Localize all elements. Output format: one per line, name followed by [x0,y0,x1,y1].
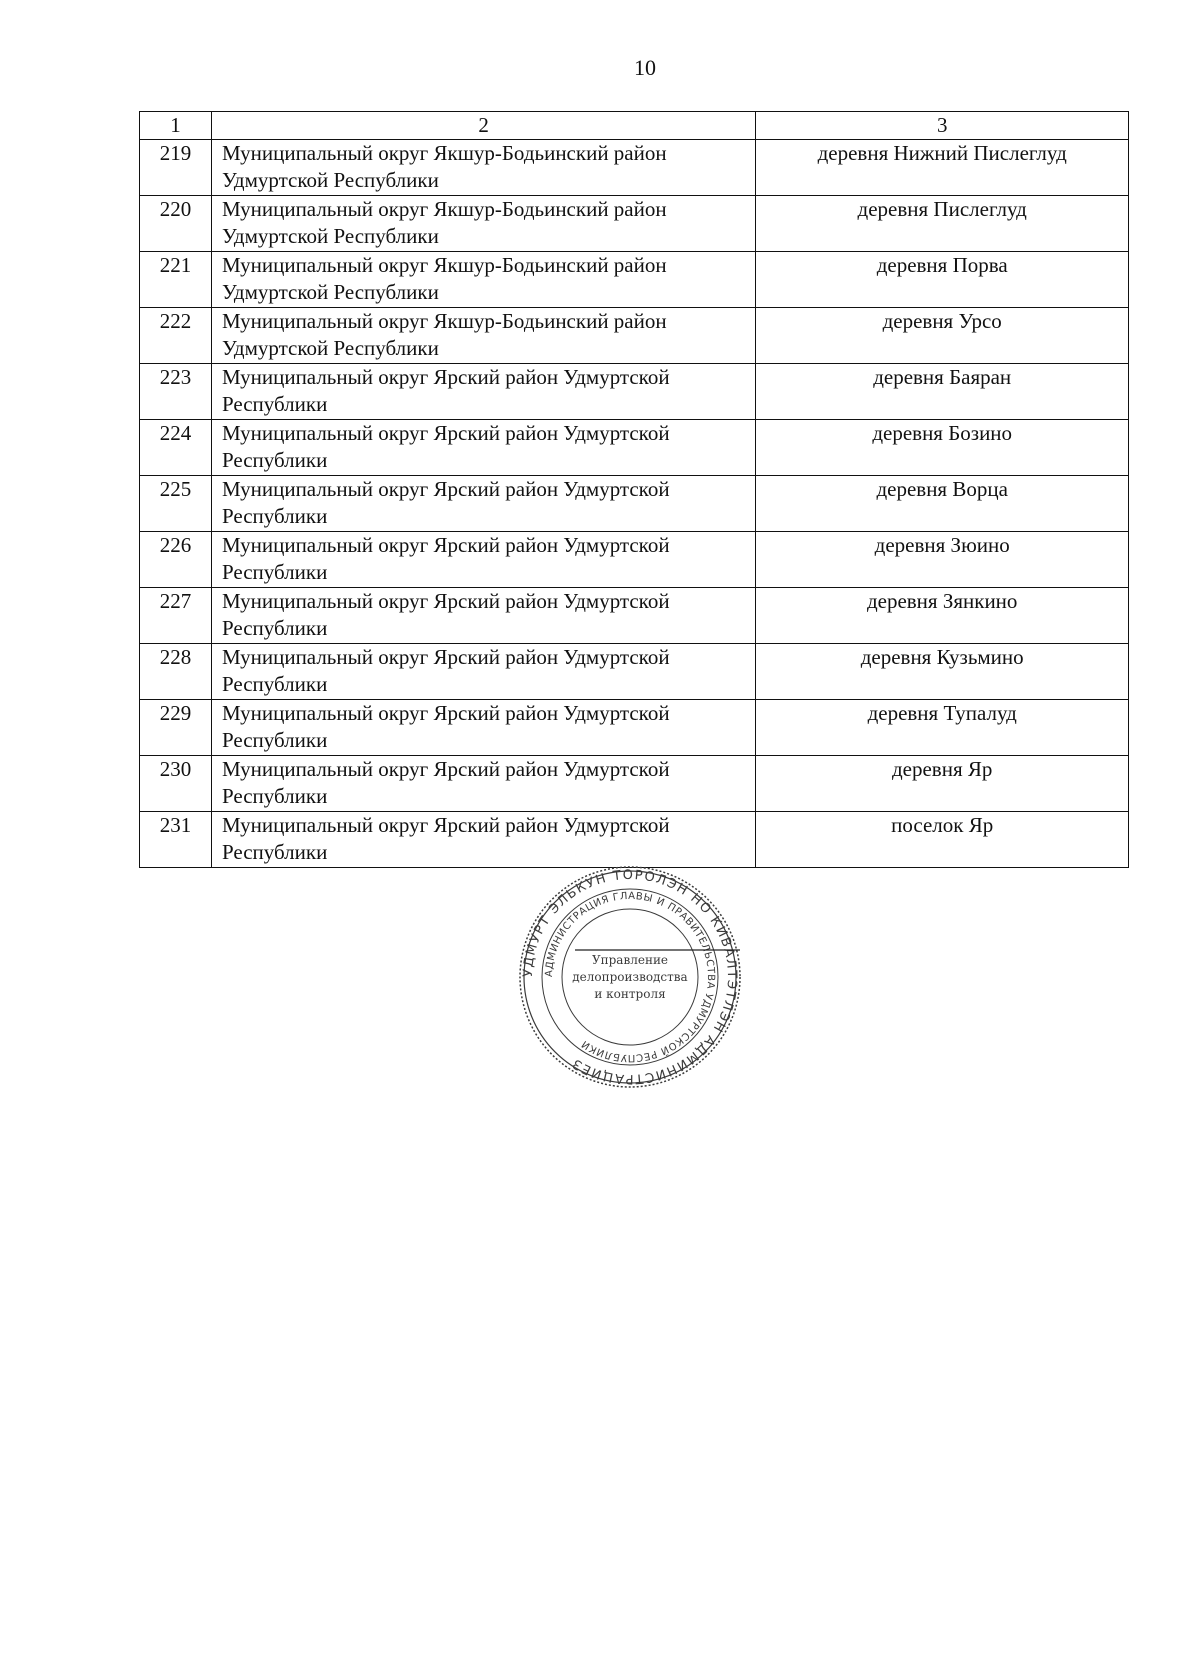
table-row [140,308,1129,364]
row-number: 225 [140,476,212,532]
district-cell: Муниципальный округ Ярский район Удмуртской Республики [211,364,755,420]
row-number: 226 [140,532,212,588]
table-row [140,364,1129,420]
locality-cell: деревня Тупалуд [756,700,1129,756]
locality-cell: деревня Нижний Пислеглуд [756,140,1129,196]
row-number: 228 [140,644,212,700]
district-cell: Муниципальный округ Ярский район Удмуртской Республики [211,476,755,532]
official-seal [515,865,745,1090]
district-cell: Муниципальный округ Ярский район Удмуртской Республики [211,644,755,700]
district-cell: Муниципальный округ Ярский район Удмуртской Республики [211,420,755,476]
table-row [140,252,1129,308]
locality-cell: деревня Яр [756,756,1129,812]
row-number: 227 [140,588,212,644]
table-row [140,644,1129,700]
table-row [140,140,1129,196]
locality-cell: деревня Порва [756,252,1129,308]
locality-cell: деревня Урсо [756,308,1129,364]
row-number: 230 [140,756,212,812]
header-col-1: 1 [140,112,212,140]
district-cell: Муниципальный округ Ярский район Удмуртской Республики [211,756,755,812]
table-header-row [140,112,1129,140]
seal-outer-text: УДМУРТ ЭЛЬКУН ТОРОЛЭН НО КИВАЛТЭТЛЭН АДМИНИСТРАЦИЕЗ [520,867,740,1087]
district-cell: Муниципальный округ Якшур-Бодьинский район Удмуртской Республики [211,196,755,252]
table-row [140,476,1129,532]
row-number: 223 [140,364,212,420]
seal-center-line-1: Управление [591,953,669,967]
header-col-2: 2 [211,112,755,140]
page-number: 10 [634,55,656,80]
row-number: 222 [140,308,212,364]
locality-cell: деревня Зюино [756,532,1129,588]
district-cell: Муниципальный округ Якшур-Бодьинский район Удмуртской Республики [211,252,755,308]
localities-table [139,111,1129,868]
district-cell: Муниципальный округ Якшур-Бодьинский район Удмуртской Республики [211,308,755,364]
seal-center-line-3: и контроля [594,987,666,1001]
locality-cell: деревня Пислеглуд [756,196,1129,252]
table-row [140,420,1129,476]
row-number: 221 [140,252,212,308]
row-number: 224 [140,420,212,476]
locality-cell: деревня Баяран [756,364,1129,420]
table-row [140,196,1129,252]
locality-cell: деревня Зянкино [756,588,1129,644]
locality-cell: деревня Бозино [756,420,1129,476]
table-row [140,756,1129,812]
locality-cell: деревня Ворца [756,476,1129,532]
locality-cell: деревня Кузьмино [756,644,1129,700]
seal-center-line-2: делопроизводства [572,970,688,984]
row-number: 229 [140,700,212,756]
district-cell: Муниципальный округ Ярский район Удмуртской Республики [211,812,755,868]
table-row [140,588,1129,644]
district-cell: Муниципальный округ Якшур-Бодьинский район Удмуртской Республики [211,140,755,196]
locality-cell: поселок Яр [756,812,1129,868]
row-number: 220 [140,196,212,252]
district-cell: Муниципальный округ Ярский район Удмуртской Республики [211,588,755,644]
row-number: 231 [140,812,212,868]
seal-inner-text: АДМИНИСТРАЦИЯ ГЛАВЫ И ПРАВИТЕЛЬСТВА УДМУРТСКОЙ РЕСПУБЛИКИ [543,890,717,1064]
district-cell: Муниципальный округ Ярский район Удмуртской Республики [211,700,755,756]
district-cell: Муниципальный округ Ярский район Удмуртской Республики [211,532,755,588]
table-row [140,532,1129,588]
header-col-3: 3 [756,112,1129,140]
table-row [140,812,1129,868]
table-row [140,700,1129,756]
row-number: 219 [140,140,212,196]
